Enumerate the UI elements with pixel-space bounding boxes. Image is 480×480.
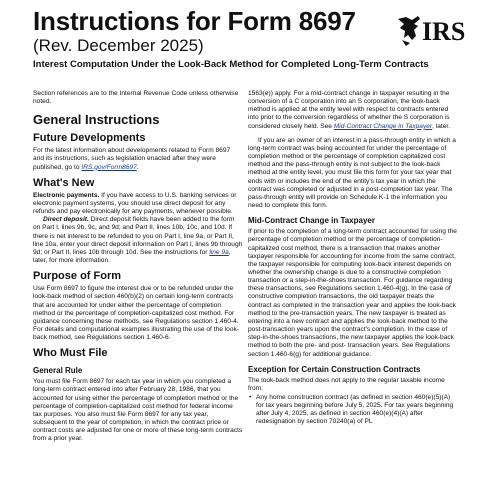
exception-list bbox=[248, 394, 458, 427]
pass-through-text: If you are an owner of an interest in a pass-through entity in which a long-term contract was being accounted for under the percentage of completion method or the percentage of completion capitalized cost method and the pass-through entity is not subject to the look-back method at the entity level, you must file this form for your tax year that ends with or includes the end of the entity's tax year in which the contract was completed or adjusted in a post-completion tax year. The pass-through entity will provide on Schedule K-1 the information you need to complete this form. bbox=[248, 136, 456, 210]
general-rule-text: You must file Form 8697 for each tax year in which you completed a long-term contract entered into after February 28, 1986, that you accounted for using either the percentage of completion method or the percentage of completion-capitalized cost method for federal income tax purposes. You also must file Form 8697 for any tax year, subsequent to the year of completion, in which the contract price or contract costs are adjusted for one or more of these long-term contracts from a prior year. bbox=[33, 378, 243, 443]
document-subtitle: Interest Computation Under the Look-Back Method for Completed Long-Term Contracts bbox=[33, 59, 429, 70]
irs-wordmark: IRS bbox=[422, 17, 466, 46]
purpose-of-form-heading: Purpose of Form bbox=[33, 270, 122, 283]
line-9a-link[interactable]: line 9a bbox=[209, 248, 229, 256]
electronic-payments-text: Electronic payments. If you have access to U.S. banking services or electronic payment systems, you should use direct deposit for any refunds and pay electronically for any payments, whenever possible. bbox=[33, 191, 237, 216]
future-developments-text: For the latest information about developments related to Form 8697 and its instructions, such as legislation enacted after they were published, go to IRS.gov/Form8697. bbox=[33, 147, 231, 171]
right-column bbox=[248, 90, 458, 427]
exception-heading: Exception for Certain Construction Contracts bbox=[248, 364, 421, 374]
document-title: Instructions for Form 8697 bbox=[33, 6, 356, 36]
eagle-icon bbox=[398, 16, 420, 46]
future-developments-heading: Future Developments bbox=[33, 132, 146, 145]
revision-date: (Rev. December 2025) bbox=[33, 36, 204, 55]
general-rule-heading: General Rule bbox=[33, 366, 83, 376]
list-item: • Any home construction contract (as defined in section 460(e)(5)(A) for tax years beginning before July 5, 2025. For tax years beginning after July 4, 2025, as defined in section 460(e)(4)(A) after redesignation by section 70240(a) of PL bbox=[256, 394, 458, 427]
whats-new-heading: What's New bbox=[33, 176, 95, 189]
direct-deposit-text: Direct deposit. Direct deposit fields have been added to the form on Part I, lines 9b, 9c, and 9d; and Part II, lines 10b, 10c, and 10d. If there is net interest to be refunded to you on Part I, line 9a, or Part II, line 10a, enter your direct deposit information on Part I, lines 9b through 9d; or Part II, lines 10b through 10d. See the instructions for line 9a, later, for more information. bbox=[33, 216, 243, 265]
form-8697-link[interactable]: IRS.gov/Form8697 bbox=[81, 163, 137, 171]
left-column bbox=[33, 90, 243, 444]
purpose-text: Use Form 8697 to figure the interest due or to be refunded under the look-back method of section 460(b)(2) on certain long-term contracts that are accounted for under either the percentage of completion method or the percentage of completion-capitalized cost method. For guidance concerning these methods, see Regulations section 1.460-4. For details and computational examples illustrating the use of the look-back method, see Regulations section 1.460-6. bbox=[33, 285, 239, 342]
mid-contract-heading: Mid-Contract Change in Taxpayer bbox=[248, 216, 375, 226]
irs-logo bbox=[396, 10, 472, 50]
general-instructions-heading: General Instructions bbox=[33, 112, 160, 128]
mid-contract-text: If prior to the completion of a long-term contract accounted for using the percentage of completion method or the percentage of completion-capitalized cost method, there is a transaction that makes another taxpayer responsible for accounting for income from the same contract, the taxpayer responsible for computing look-back interest depends on whether the ownership change is due to a constructive completion transaction or a step-in-the-shoes transaction. For guidance regarding these transactions, see Regulations section 1.460-4(g). In the case of constructive completion transactions, the old taxpayer treats the contract as completed in the transaction year and applies the look-back method to the pre-transaction years. The new taxpayer is treated as entering into a new contract and applies the look-back method to the post-transaction years upon the contract's completion. In the case of step-in-the-shoes transactions, the new taxpayer applies the look-back method to both the pre- and post- transaction years. See Regulations section 1.460-6(g) for additional guidance. bbox=[248, 228, 457, 358]
exception-text: The look-back method does not apply to the regular taxable income from: bbox=[248, 376, 445, 392]
who-must-file-heading: Who Must File bbox=[33, 347, 108, 360]
continued-text: 1563(e)) apply. For a mid-contract change in taxpayer resulting in the conversion of a C corporation into an S corporation, the look-back method is applied at the entity level with respect to contracts entered into prior to the conversion regardless of whether the S corporation is considered closely held. See Mid-Contract Change in Taxpayer, later. bbox=[248, 90, 451, 130]
mid-contract-link[interactable]: Mid-Contract Change in Taxpayer bbox=[333, 122, 433, 130]
intro-text: Section references are to the Internal Revenue Code unless otherwise noted. bbox=[33, 90, 239, 106]
